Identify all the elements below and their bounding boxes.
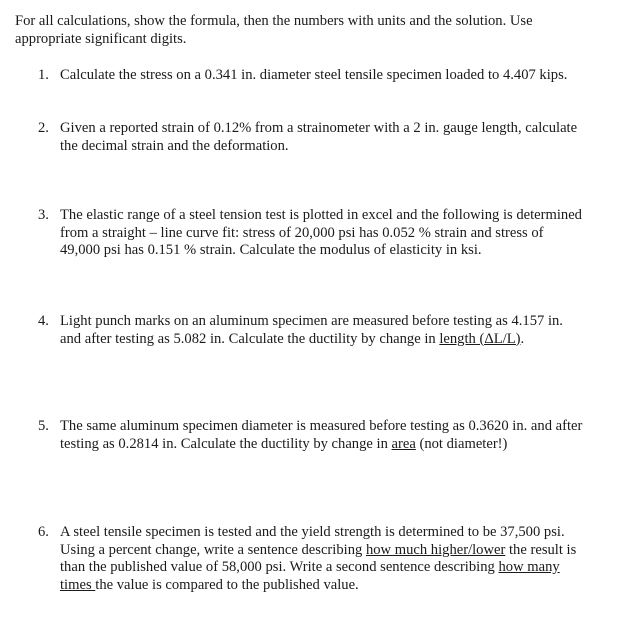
question-text: Given a reported strain of 0.12% from a strainometer with a 2 in. gauge length, calculate the decimal strain and the deformation. bbox=[60, 120, 578, 154]
question-number: 2. bbox=[38, 120, 49, 136]
question-number: 3. bbox=[38, 207, 49, 223]
underlined-term: times bbox=[60, 576, 96, 593]
question-text: The same aluminum specimen diameter is measured before testing as 0.3620 in. and after testing as 0.2814 in. Calculate the ductility by change in area (not diameter!) bbox=[60, 418, 583, 452]
instructions-line: appropriate significant digits. bbox=[15, 30, 187, 47]
question-text: Light punch marks on an aluminum specimen are measured before testing as 4.157 in. and after testing as 5.082 in. Calculate the ductility by change in length (ΔL/L). bbox=[60, 313, 563, 347]
question-number: 6. bbox=[38, 524, 49, 540]
underlined-term: how many bbox=[498, 559, 560, 575]
question-text: The elastic range of a steel tension test is plotted in excel and the following is determined from a straight – line curve fit: stress of 20,000 psi has 0.052 % strain and stress of 49,000 psi has 0.151 % strain. Calculate the modulus of elasticity in ksi. bbox=[60, 207, 582, 258]
instructions-line: For all calculations, show the formula, then the numbers with units and the solution. Use bbox=[15, 13, 533, 29]
question-number: 4. bbox=[38, 313, 49, 329]
underlined-term: area bbox=[391, 435, 416, 452]
question-number: 1. bbox=[38, 67, 49, 83]
question-text: Calculate the stress on a 0.341 in. diameter steel tensile specimen loaded to 4.407 kips. bbox=[60, 67, 568, 83]
underlined-term: how much higher/lower bbox=[365, 541, 506, 558]
question-number: 5. bbox=[38, 418, 49, 434]
underlined-term: (ΔL/L) bbox=[479, 330, 521, 347]
underlined-term: length bbox=[439, 330, 476, 347]
instructions-paragraph bbox=[15, 13, 615, 48]
question-text: A steel tensile specimen is tested and the yield strength is determined to be 37,500 psi. Using a percent change, write a sentence describing how much higher/lower the result is than the published value of 58,000 psi. Write a second sentence describing how many times the value is compared to the published value. bbox=[60, 524, 577, 593]
